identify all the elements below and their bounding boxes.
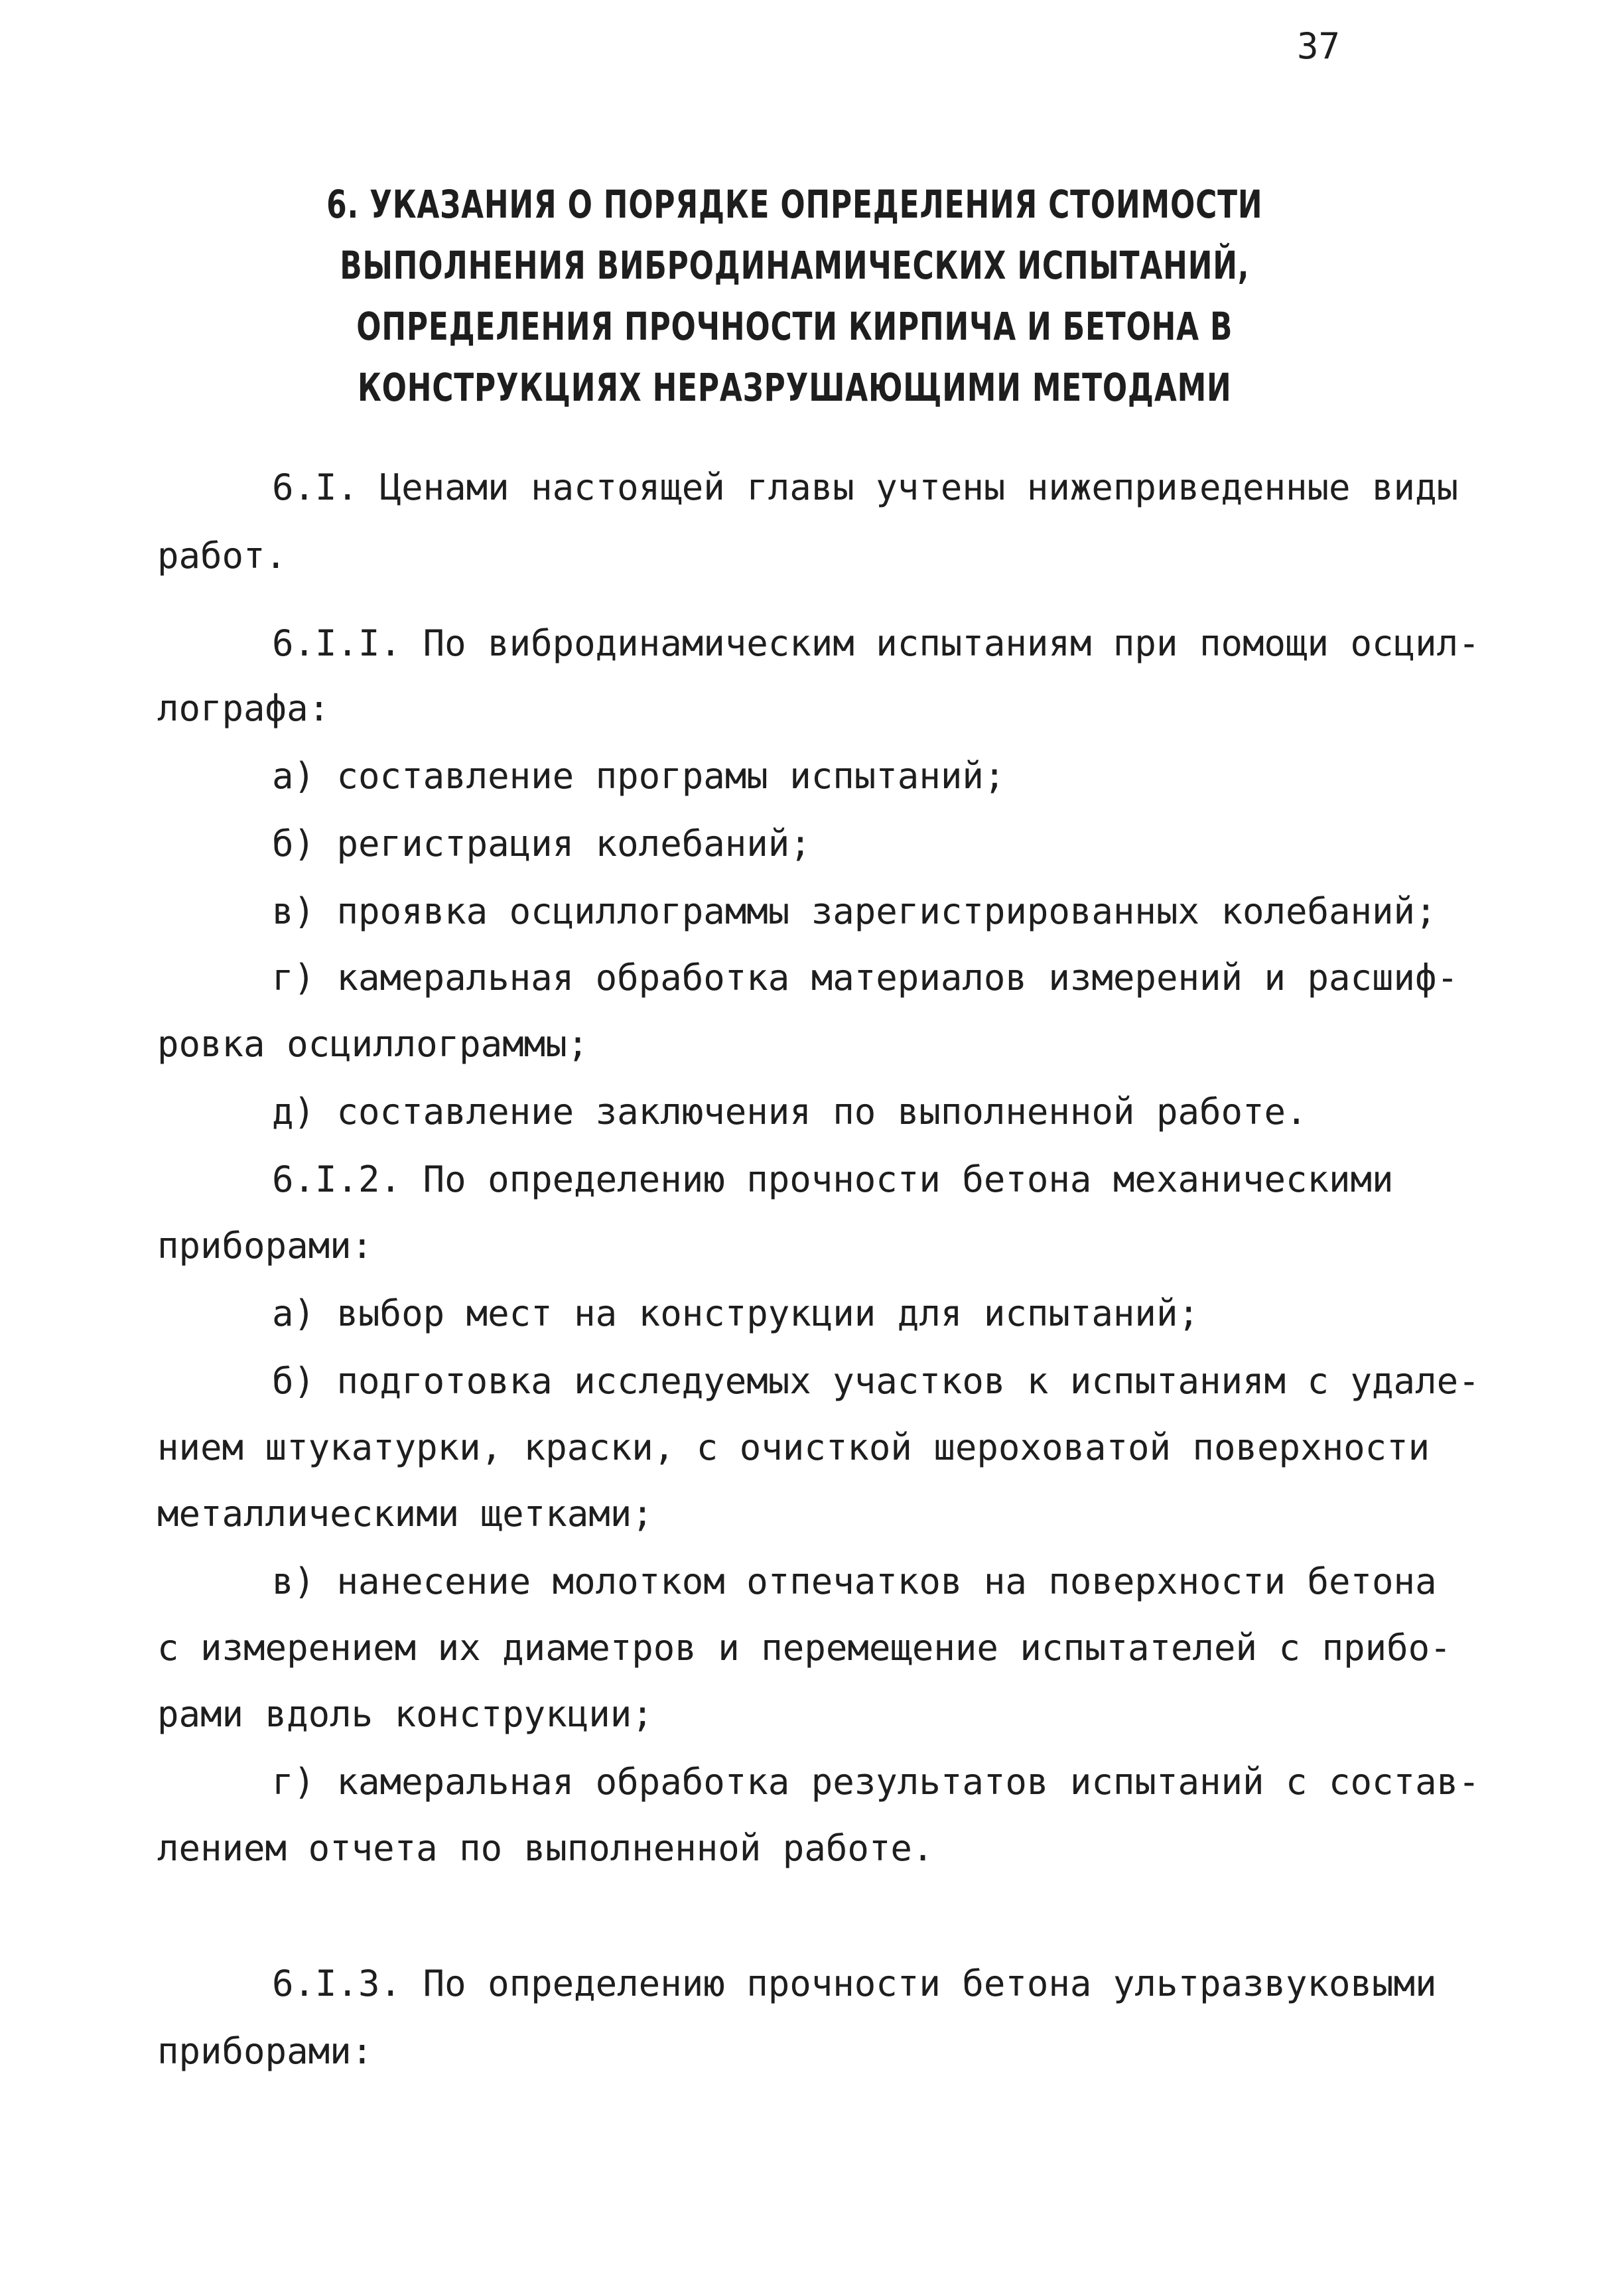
list-item: б) подготовка исследуемых участков к испытаниям с удале- [272,1360,1480,1402]
paragraph-line: работ. [157,535,287,577]
heading-line: ОПРЕДЕЛЕНИЯ ПРОЧНОСТИ КИРПИЧА И БЕТОНА В [356,304,1233,349]
list-item: г) камеральная обработка материалов измерений и расшиф- [272,957,1459,999]
list-item: а) выбор мест на конструкции для испытаний; [272,1292,1199,1334]
paragraph-line: приборами: [157,2030,373,2072]
list-item: д) составление заключения по выполненной работе. [272,1091,1308,1133]
paragraph-line: приборами: [157,1225,373,1267]
list-item-continuation: нием штукатурки, краски, с очисткой шероховатой поверхности [157,1426,1430,1468]
list-item: а) составление програмы испытаний; [272,755,1006,797]
paragraph-line: 6.I. Ценами настоящей главы учтены нижеприведенные виды [272,466,1459,508]
list-item: б) регистрация колебаний; [272,823,811,865]
list-item-continuation: с измерением их диаметров и перемещение испытателей с прибо- [157,1627,1452,1669]
page-number: 37 [1297,25,1341,67]
list-item-continuation: лением отчета по выполненной работе. [157,1827,934,1869]
paragraph-line: 6.I.2. По определению прочности бетона механическими [272,1158,1394,1200]
heading-line: КОНСТРУКЦИЯХ НЕРАЗРУШАЮЩИМИ МЕТОДАМИ [357,365,1232,410]
paragraph-line: лографа: [157,687,330,729]
list-item: в) нанесение молотком отпечатков на поверхности бетона [272,1561,1437,1602]
heading-line: ВЫПОЛНЕНИЯ ВИБРОДИНАМИЧЕСКИХ ИСПЫТАНИЙ, [340,243,1250,288]
list-item-continuation: металлическими щетками; [157,1493,653,1535]
list-item-continuation: рами вдоль конструкции; [157,1693,653,1735]
list-item-continuation: ровка осциллограммы; [157,1023,589,1065]
section-heading [113,174,1477,418]
paragraph-line: 6.I.I. По вибродинамическим испытаниям при помощи осцил- [272,622,1480,664]
heading-line: 6. УКАЗАНИЯ О ПОРЯДКЕ ОПРЕДЕЛЕНИЯ СТОИМОСТИ [326,182,1263,227]
list-item: в) проявка осциллограммы зарегистрированных колебаний; [272,890,1437,932]
list-item: г) камеральная обработка результатов испытаний с состав- [272,1761,1480,1803]
paragraph-line: 6.I.3. По определению прочности бетона ультразвуковыми [272,1963,1437,2004]
